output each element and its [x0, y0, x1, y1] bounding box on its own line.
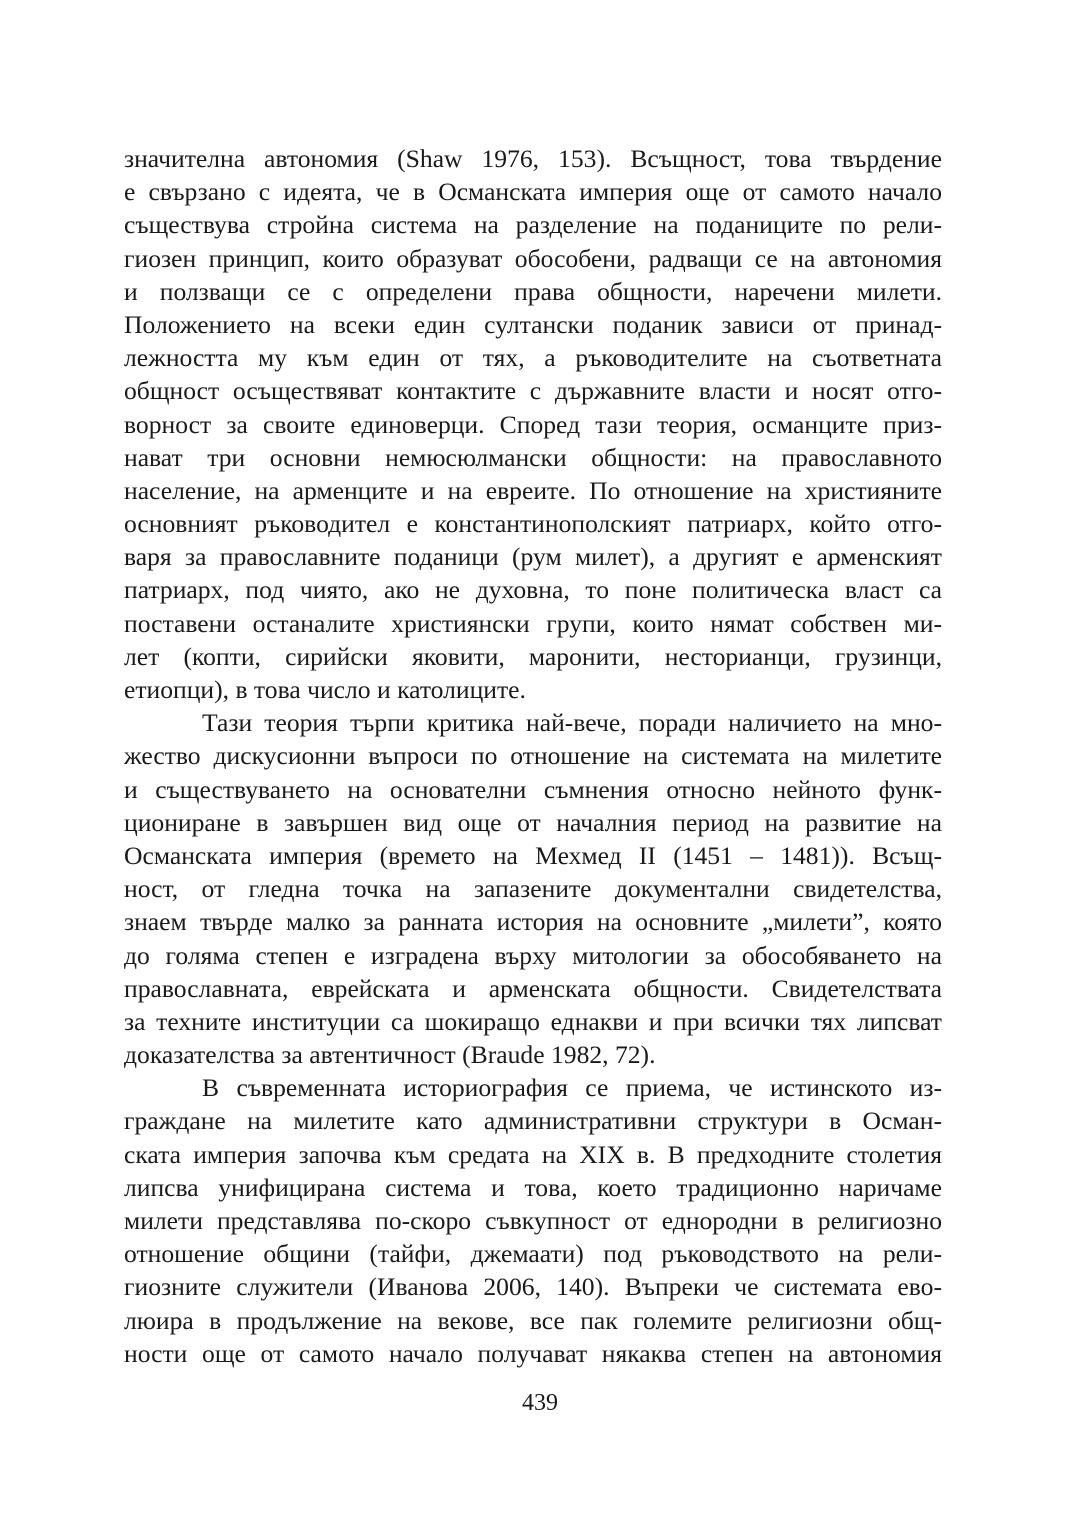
text-line: ности още от самото начало получават някаква степен на автономия: [124, 1338, 942, 1368]
page-number: 439: [522, 1390, 558, 1416]
text-line: за техните институции са шокиращо еднакви и при всички тях липсват: [124, 1006, 942, 1036]
text-line: православната, еврейската и арменската общности. Свидетелствата: [124, 973, 942, 1003]
text-line: циониране в завършен вид още от началния период на развитие на: [124, 807, 942, 837]
text-line: общност осъществяват контактите с държавните власти и носят отго-: [124, 376, 942, 406]
text-line: доказателства за автентичност (Braude 1982, 72).: [124, 1040, 656, 1070]
text-line: жество дискусионни въпроси по отношение на системата на милетите: [124, 741, 942, 771]
text-line: ност, от гледна точка на запазените документални свидетелства,: [124, 874, 942, 904]
text-line: поставени останалите християнски групи, които нямат собствен ми-: [124, 608, 942, 638]
text-line: нават три основни немюсюлмански общности: на православното: [124, 442, 942, 472]
text-line: лет (копти, сирийски яковити, марoнити, несторианци, грузинци,: [124, 641, 942, 671]
paragraph: [124, 142, 942, 706]
text-line: гиозен принцип, които образуват обособени, радващи се на автономия: [124, 243, 942, 273]
text-line: знаем твърде малко за ранната история на основните „милети”, която: [124, 907, 942, 937]
text-line: милети представлява по-скоро съвкупност от еднородни в религиозно: [124, 1206, 942, 1235]
text-line: съществува стройна система на разделение на поданиците по рели-: [124, 210, 942, 240]
text-line: и съществуването на основателни съмнения относно нейното функ-: [124, 774, 942, 804]
text-line: значителна автономия (Shaw 1976, 153). Всъщност, това твърдение: [124, 144, 942, 173]
text-line: Положението на всеки един султански поданик зависи от принад-: [124, 309, 942, 339]
text-line: гиозните служители (Иванова 2006, 140). Въпреки че системата ево-: [124, 1272, 942, 1302]
text-line: отношение общини (тайфи, джемаати) под ръководството на рели-: [124, 1239, 942, 1269]
text-line: основният ръководител е константинополският патриарх, който отго-: [124, 509, 942, 539]
text-line: ворност за своите единоверци. Според тази теория, османците приз-: [124, 409, 942, 439]
text-line: ската империя започва към средата на XIX в. В предходните столетия: [124, 1139, 942, 1169]
text-line: до голяма степен е изградена върху митологии за обособяването на: [124, 940, 942, 970]
text-line: етиопци), в това число и католиците.: [124, 675, 526, 704]
text-line: люира в продължение на векове, все пак големите религиозни общ-: [124, 1305, 942, 1335]
paragraph: [124, 706, 942, 1071]
text-line: е свързано с идеята, че в Османската империя още от самото начало: [124, 177, 942, 207]
text-line: липсва унифицирана система и това, което традиционно наричаме: [124, 1172, 942, 1202]
text-line: граждане на милетите като административни структури в Осман-: [124, 1106, 942, 1136]
paragraph: [124, 1071, 942, 1370]
text-line: В съвременната историография се приема, че истинското из-: [202, 1073, 942, 1103]
text-line: лежността му към един от тях, а ръководителите на съответната: [124, 343, 942, 373]
text-line: и ползващи се с определени права общности, наречени милети.: [124, 276, 942, 306]
text-line: Османската империя (времето на Мехмед II (1451 – 1481)). Всъщ-: [124, 840, 942, 870]
body-text: [124, 142, 942, 1370]
text-line: варя за православните поданици (рум милет), а другият е арменският: [124, 542, 942, 572]
text-line: население, на арменците и на евреите. По отношение на християните: [124, 475, 942, 505]
text-line: патриарх, под чиято, ако не духовна, то поне политическа власт са: [124, 575, 942, 605]
text-line: Тази теория търпи критика най-вече, поради наличието на мно-: [202, 708, 942, 738]
